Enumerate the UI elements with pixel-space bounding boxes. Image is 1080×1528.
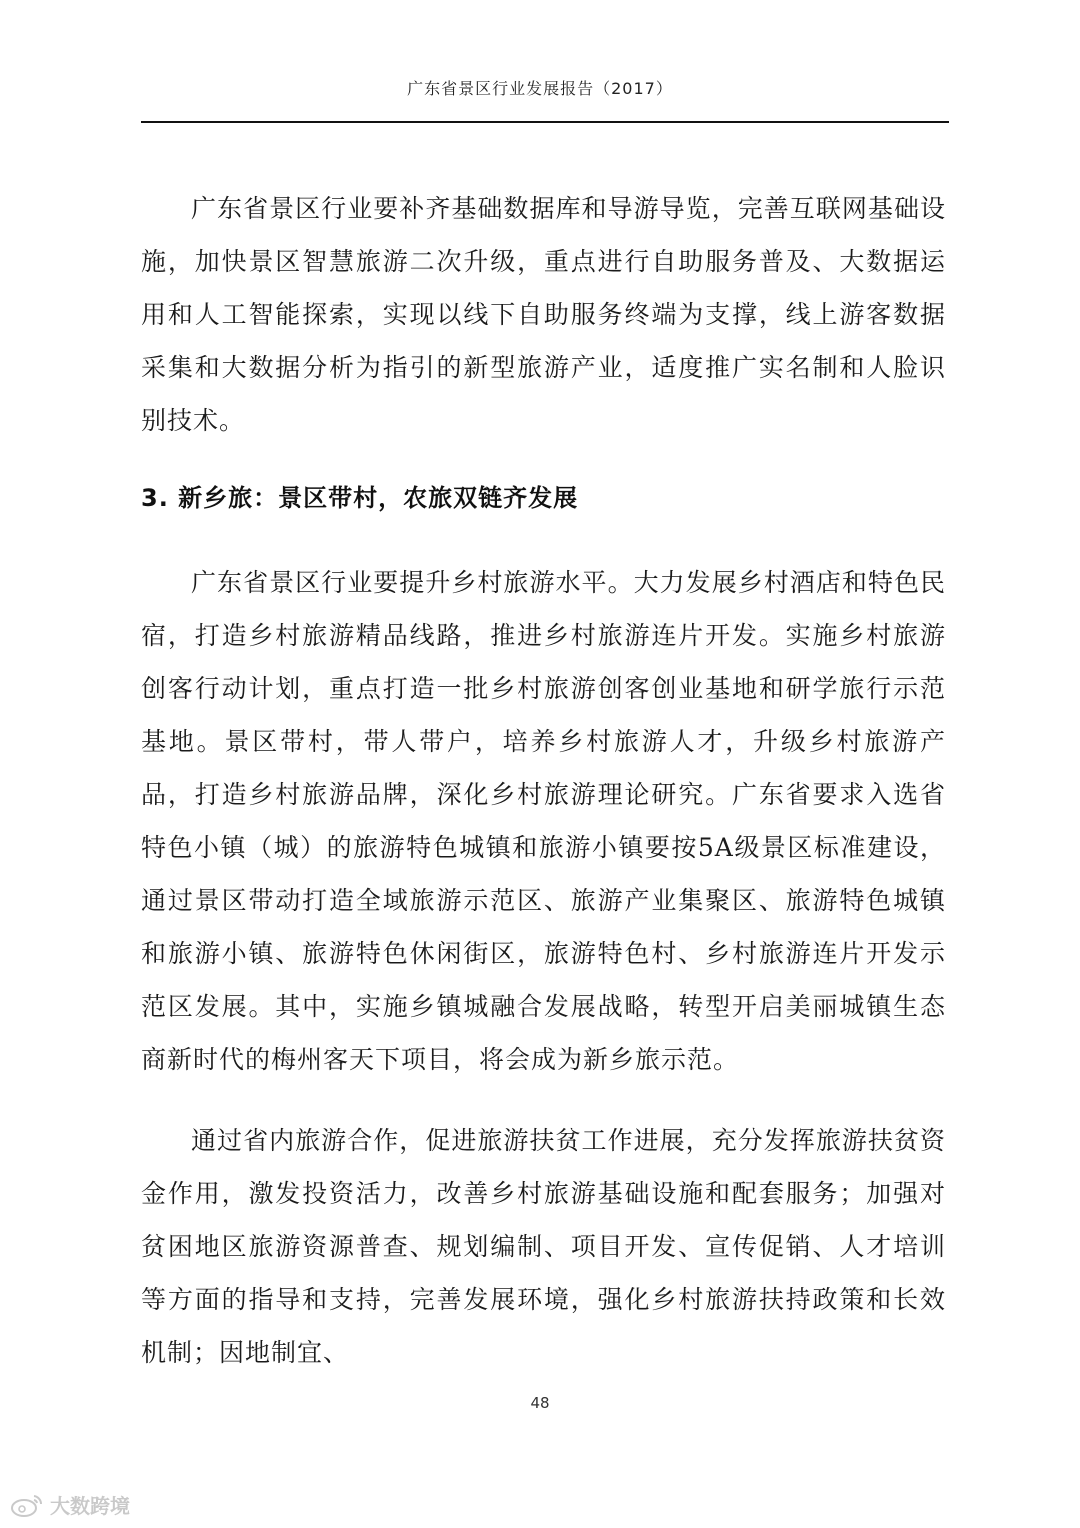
running-header: 广东省景区行业发展报告（2017） <box>407 79 673 98</box>
page-number: 48 <box>530 1394 550 1412</box>
weibo-logo-icon <box>10 1492 44 1518</box>
watermark <box>10 1490 130 1519</box>
body-paragraph: 广东省景区行业要提升乡村旅游水平。大力发展乡村酒店和特色民宿，打造乡村旅游精品线路，推进乡村旅游连片开发。实施乡村旅游创客行动计划，重点打造一批乡村旅游创客创业基地和研学旅行示范基地。景区带村，带人带户，培养乡村旅游人才，升级乡村旅游产品，打造乡村旅游品牌，深化乡村旅游理论研究。广东省要求入选省特色小镇（城）的旅游特色城镇和旅游小镇要按5A级景区标准建设，通过景区带动打造全域旅游示范区、旅游产业集聚区、旅游特色城镇和旅游小镇、旅游特色休闲街区，旅游特色村、乡村旅游连片开发示范区发展。其中，实施乡镇城融合发展战略，转型开启美丽城镇生态商新时代的梅州客天下项目，将会成为新乡旅示范。 <box>141 568 946 1074</box>
body-paragraph: 广东省景区行业要补齐基础数据库和导游导览，完善互联网基础设施，加快景区智慧旅游二次升级，重点进行自助服务普及、大数据运用和人工智能探索，实现以线下自助服务终端为支撑，线上游客数据采集和大数据分析为指引的新型旅游产业，适度推广实名制和人脸识别技术。 <box>141 194 946 435</box>
section-heading: 3. 新乡旅：景区带村，农旅双链齐发展 <box>141 484 579 512</box>
body-paragraph: 通过省内旅游合作，促进旅游扶贫工作进展，充分发挥旅游扶贫资金作用，激发投资活力，改善乡村旅游基础设施和配套服务；加强对贫困地区旅游资源普查、规划编制、项目开发、宣传促销、人才培训等方面的指导和支持，完善发展环境，强化乡村旅游扶持政策和长效机制；因地制宜、 <box>141 1126 946 1367</box>
header-divider <box>141 121 949 123</box>
watermark-text: 大数跨境 <box>50 1494 130 1518</box>
